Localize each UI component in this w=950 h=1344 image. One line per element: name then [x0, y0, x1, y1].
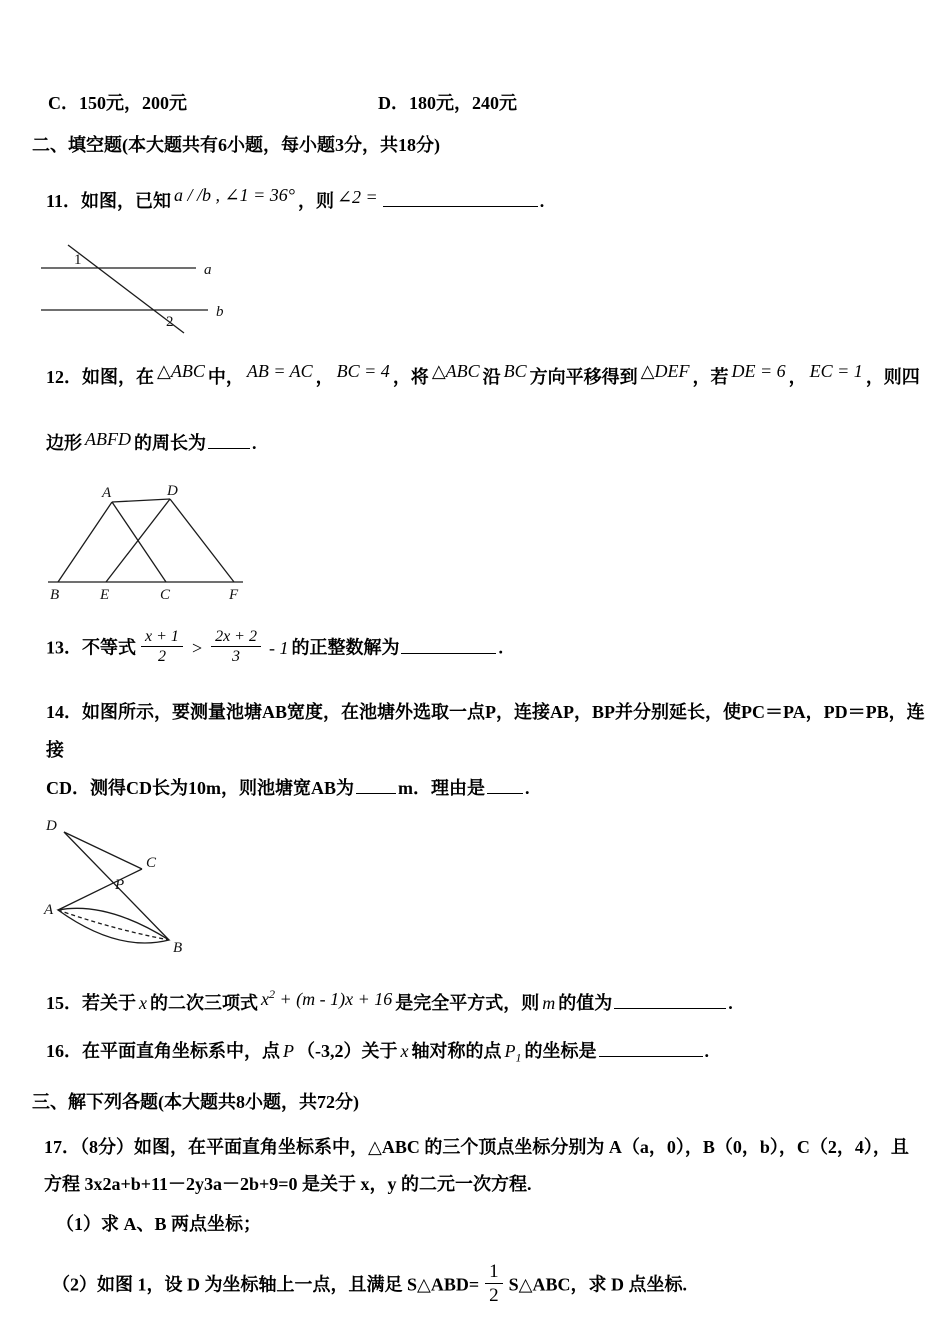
q17-frac-numerator: 1 [485, 1260, 503, 1284]
q16-math-p1-subscript: 1 [515, 1050, 522, 1065]
q13-greater-than: > [190, 637, 204, 658]
q12-text-3: ， [315, 367, 334, 387]
q14-line-2a: CD．测得CD长为10m，则池塘宽AB为 [46, 778, 354, 798]
q11-math-angle2: ∠2 = [336, 187, 378, 207]
segment-ac [58, 869, 142, 910]
label-angle-1: 1 [74, 252, 82, 268]
q12-math-def: △DEF [640, 361, 690, 381]
q12-text-8: ， [788, 367, 807, 387]
q12-math-ec1: EC = 1 [809, 361, 863, 381]
q14-period: . [525, 778, 530, 798]
q15-answer-blank [614, 994, 726, 1009]
q15-math-m: m [542, 993, 556, 1013]
q12-text-10: 边形 [46, 433, 82, 453]
q12-math-bc: BC [503, 361, 527, 381]
segment-ad [112, 499, 170, 502]
q17-half-fraction [485, 1260, 503, 1307]
label-angle-2: 2 [166, 314, 174, 330]
question-16 [46, 1036, 950, 1073]
label-A: A [102, 485, 112, 501]
figure-q12-triangles [38, 484, 273, 604]
q13-fraction-1 [141, 627, 183, 666]
segment-ab [58, 502, 112, 582]
segment-de [106, 499, 170, 582]
q12-math-de6: DE = 6 [731, 361, 786, 381]
q14-answer-blank-1 [356, 779, 396, 794]
q13-text-2: 的正整数解为 [291, 637, 400, 658]
q12-math-abc-1: △ABC [157, 361, 205, 381]
pond-outline [58, 908, 169, 943]
question-12-line-1 [46, 362, 950, 392]
q15-math-x: x [139, 993, 147, 1013]
q13-text-1: 13．不等式 [46, 637, 136, 658]
question-12-line-2 [46, 428, 950, 458]
q13-frac1-denominator: 2 [157, 648, 166, 665]
label-P: P [115, 877, 125, 893]
q11-text-1: 11．如图，已知 [46, 191, 172, 211]
label-B: B [173, 940, 183, 956]
figure-q11-parallel-lines [36, 240, 286, 336]
q13-minus-one: - 1 [268, 637, 289, 658]
q17-line-2: 方程 3x2a+b+11－2y3a－2b+9=0 是关于 x，y 的二元一次方程. [44, 1173, 532, 1194]
q11-text-2: ，则 [297, 191, 334, 211]
label-D: D [46, 818, 57, 834]
label-line-a: a [204, 262, 212, 278]
q11-period: . [539, 191, 545, 211]
q15-math-trinomial [261, 989, 392, 1009]
segment-df [170, 499, 234, 582]
q12-math-bc4: BC = 4 [336, 361, 390, 381]
q12-text-11: 的周长为 [133, 433, 206, 453]
answer-options-row [48, 88, 950, 118]
q11-answer-blank [383, 192, 538, 207]
q14-line-2b: m．理由是 [398, 778, 485, 798]
q13-period: . [498, 637, 503, 658]
q16-math-p1 [504, 1041, 522, 1065]
label-C: C [160, 587, 171, 603]
q12-math-abc-2: △ABC [431, 361, 480, 381]
q15-text-1: 15．若关于 [46, 993, 136, 1013]
question-15 [46, 983, 950, 1018]
section-2-title: 二、填空题(本大题共有6小题，每小题3分，共18分) [32, 135, 440, 155]
q15-math-exponent: 2 [269, 987, 275, 1001]
q12-text-5: 沿 [482, 367, 501, 387]
section-3-title: 三、解下列各题(本大题共8小题，共72分) [32, 1091, 359, 1112]
q12-text-6: 方向平移得到 [529, 367, 638, 387]
q17-part2-text-b: S△ABC，求 D 点坐标. [508, 1274, 687, 1295]
q13-frac2-denominator: 3 [232, 648, 241, 665]
label-A: A [44, 902, 54, 918]
q15-period: . [728, 993, 733, 1013]
q16-text-2: （-3,2）关于 [297, 1041, 398, 1061]
label-E: E [100, 587, 110, 603]
q12-math-ab-ac: AB = AC [246, 361, 313, 381]
q16-text-4: 的坐标是 [524, 1041, 597, 1061]
q16-text-1: 16．在平面直角坐标系中，点 [46, 1041, 280, 1061]
question-17-part-2 [52, 1260, 950, 1310]
label-F: F [229, 587, 239, 603]
option-d: D．180元，240元 [378, 93, 517, 113]
q17-line-1: 17．（8分）如图，在平面直角坐标系中，△ABC 的三个顶点坐标分别为 A（a，0），B（0，b），C（2，4），且 [44, 1136, 909, 1157]
label-line-b: b [216, 304, 224, 320]
option-c: C．150元，200元 [48, 93, 187, 113]
q13-answer-blank [401, 639, 496, 654]
q17-part2-text-a: （2）如图 1，设 D 为坐标轴上一点，且满足 S△ABD= [52, 1274, 480, 1295]
q15-text-2: 的二次三项式 [150, 993, 258, 1013]
q11-math-given: a / /b , ∠1 = 36° [174, 185, 295, 205]
q12-period: . [251, 433, 257, 453]
q15-math-rest: + (m - 1)x + 16 [275, 989, 393, 1009]
q17-frac-denominator: 2 [489, 1284, 499, 1306]
q16-text-3: 轴对称的点 [411, 1041, 502, 1061]
q16-math-p: P [283, 1041, 294, 1061]
q12-math-abfd: ABFD [85, 429, 131, 449]
question-11 [46, 186, 950, 216]
label-D: D [167, 484, 178, 499]
question-17-part-1: （1）求 A、B 两点坐标； [56, 1213, 262, 1234]
q13-frac2-numerator: 2x + 2 [211, 627, 261, 647]
q15-text-4: 的值为 [558, 993, 613, 1013]
q16-math-p1-base: P [504, 1041, 516, 1061]
question-17 [44, 1129, 924, 1203]
q12-text-4: ，将 [392, 367, 429, 387]
segment-dc [64, 832, 142, 869]
question-14 [46, 693, 926, 807]
q12-text-9: ，则四 [865, 367, 920, 387]
question-13 [46, 630, 950, 669]
label-C: C [146, 855, 157, 871]
q13-frac1-numerator: x + 1 [141, 627, 183, 647]
label-B: B [50, 587, 60, 603]
figure-q14-pond [42, 817, 217, 967]
q15-math-x-base: x [261, 989, 269, 1009]
q16-math-x: x [400, 1041, 409, 1061]
q13-fraction-2 [211, 627, 261, 666]
q12-answer-blank [208, 434, 250, 449]
q12-text-2: 中， [207, 367, 244, 387]
q16-period: . [704, 1041, 709, 1061]
q14-line-1: 14．如图所示，要测量池塘AB宽度，在池塘外选取一点P，连接AP，BP并分别延长，使PC＝PA，PD＝PB，连接 [46, 702, 925, 760]
q12-text-7: ，若 [692, 367, 729, 387]
q15-text-3: 是完全平方式，则 [395, 993, 540, 1013]
q14-answer-blank-2 [487, 779, 523, 794]
q16-answer-blank [599, 1042, 703, 1057]
q12-text-1: 12．如图，在 [46, 367, 154, 387]
